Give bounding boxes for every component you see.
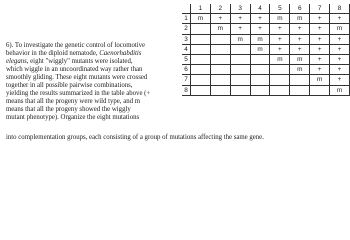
table-cell: + [290,44,310,54]
table-cell [250,54,270,64]
table-cell: + [310,34,330,44]
table-cell: + [310,44,330,54]
species-name: elegans [6,58,27,65]
question-line: 6). To investigate the genetic control of locomotive [6,42,146,49]
row-header: 8 [182,85,190,95]
column-header: 5 [270,4,290,14]
table-cell: + [270,44,290,54]
table-cell: + [290,24,310,34]
table-cell: + [210,14,230,24]
table-cell: + [330,14,350,24]
table-cell [210,65,230,75]
table-cell: + [310,65,330,75]
table-cell [210,75,230,85]
question-line [6,58,178,66]
table-cell: m [250,44,270,54]
table-cell [230,85,250,95]
table-cell: m [290,14,310,24]
table-cell: + [250,24,270,34]
table-cell [290,85,310,95]
table-cell: m [270,14,290,24]
question-text [6,42,178,122]
table-cell [230,44,250,54]
row-header: 5 [182,54,190,64]
table-cell: m [190,14,210,24]
table-row [182,34,350,44]
question-line: together in all possible pairwise combinations, [6,82,133,89]
row-header: 1 [182,14,190,24]
column-header: 7 [310,4,330,14]
table-cell [190,34,210,44]
table-cell [230,75,250,85]
table-cell [230,54,250,64]
table-cell: + [310,54,330,64]
table-cell: + [310,14,330,24]
table-row [182,14,350,24]
table-row [182,24,350,34]
column-header: 4 [250,4,270,14]
table-header-row [182,4,350,14]
table-row [182,65,350,75]
column-header: 1 [190,4,210,14]
table-cell: + [250,14,270,24]
table-cell [210,44,230,54]
table-cell [250,85,270,95]
table-row [182,85,350,95]
table-cell: m [290,54,310,64]
question-line-part: , eight "wiggly" mutants were isolated, [26,58,133,65]
table-row [182,54,350,64]
table-cell [190,75,210,85]
table-cell: + [270,24,290,34]
table-cell: m [250,34,270,44]
table-cell: m [290,65,310,75]
question-line: means that all the progeny showed the wiggly [6,106,131,113]
table-cell: m [330,24,350,34]
column-header: 2 [210,4,230,14]
row-header: 6 [182,65,190,75]
question-line: smoothly gliding. These eight mutants were crossed [6,74,148,81]
row-header: 2 [182,24,190,34]
question-line-part: behavior in the diploid nematode, [6,50,98,57]
question-line [6,50,178,58]
table-cell: m [270,54,290,64]
table-cell [270,75,290,85]
table-cell: + [270,34,290,44]
table-cell [210,85,230,95]
table-cell: + [310,24,330,34]
row-header: 4 [182,44,190,54]
table-cell: m [330,85,350,95]
table-row [182,44,350,54]
table-cell [190,85,210,95]
table-cell [210,54,230,64]
table-cell: + [330,34,350,44]
column-header: 8 [330,4,350,14]
table-cell [270,65,290,75]
table-cell: + [230,14,250,24]
table-cell [190,54,210,64]
table-cell [190,65,210,75]
table-cell: + [330,65,350,75]
table-cell: + [290,34,310,44]
row-header: 7 [182,75,190,85]
table-cell [290,75,310,85]
table-cell [190,24,210,34]
question-line: means that all the progeny were wild type, and m [6,98,141,105]
table-corner [182,4,190,14]
table-cell [250,65,270,75]
table-cell [250,75,270,85]
table-cell: m [310,75,330,85]
table-cell [230,65,250,75]
species-name: Caenorhabditis [99,50,142,57]
question-line: mutant phenotype). Organize the eight mutations [6,114,140,121]
question-line: into complementation groups, each consisting of a group of mutations affecting the same gene. [6,134,264,141]
question-tail [6,134,264,142]
table-cell: m [230,34,250,44]
complementation-table [182,4,350,96]
table-body [182,14,350,96]
table-cell: + [330,44,350,54]
table-cell: + [330,54,350,64]
column-header: 6 [290,4,310,14]
table-cell [210,34,230,44]
table-cell: + [230,24,250,34]
column-header: 3 [230,4,250,14]
table-cell: + [330,75,350,85]
table-cell: m [210,24,230,34]
table-cell [310,85,330,95]
question-line: which wiggle in an uncoordinated way rather than [6,66,143,73]
question-line: yielding the results summarized in the table above (+ [6,90,151,97]
table-row [182,75,350,85]
table-cell [270,85,290,95]
row-header: 3 [182,34,190,44]
table-cell [190,44,210,54]
